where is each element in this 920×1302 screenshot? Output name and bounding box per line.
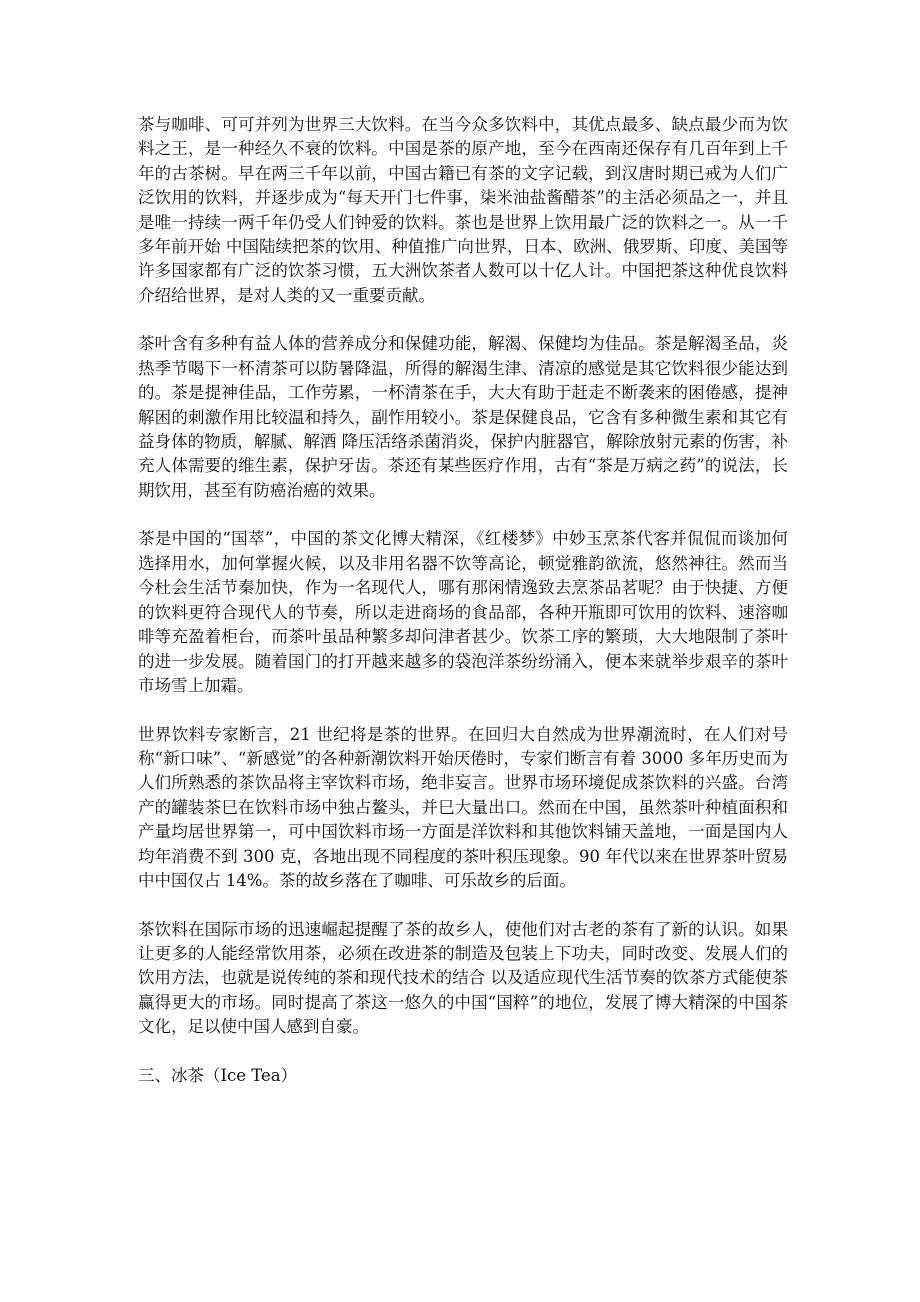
paragraph-tea-beverages: 茶饮料在国际市场的迅速崛起提醒了茶的故乡人，使他们对古老的茶有了新的认识。如果让更多的人能经常饮用茶，必须在改进茶的制造及包装上下功夫，同时改变、发展人们的饮用方法，也就是说传纯的茶和现代技术的结合 以及适应现代生活节奏的饮茶方式能使茶赢得更大的市场。同时提高了茶这一悠久的中国“国粹”的地位，发展了博大精深的中国茶文化，足以使中国人感到自豪。 — [138, 919, 788, 1037]
paragraph-intro: 茶与咖啡、可可并列为世界三大饮料。在当今众多饮料中，其优点最多、缺点最少而为饮料之王，是一种经久不衰的饮料。中国是茶的原产地，至今在西南还保存有几百年到上千年的古茶树。早在两三千年以前，中国古籍已有茶的文字记载，到汉唐时期已戒为人们广泛饮用的饮料，并逐步成为“每天开门七件事，柒米油盐酱醋茶”的主活必须品之一，并且是唯一持续一两千年仍受人们钟爱的饮料。茶也是世界上饮用最广泛的饮料之一。从一千多年前开始 中国陆续把茶的饮用、种值推广向世界，日本、欧洲、俄罗斯、印度、美国等许多国家都有广泛的饮茶习惯，五大洲饮茶者人数可以十亿人计。中国把茶这种优良饮料介绍给世界，是对人类的又一重要贡献。 — [138, 115, 788, 305]
paragraph-health-benefits: 茶叶含有多种有益人体的营养成分和保健功能，解渴、保健均为佳品。茶是解渴圣品，炎热季节喝下一杯清茶可以防暑降温，所得的解渴生津、清凉的感觉是其它饮料很少能达到的。茶是提神佳品，工作劳累，一杯清茶在手，大大有助于赶走不断袭来的困倦感，提神解困的刺激作用比较温和持久，副怍用较小。茶是保健良品，它含有多种微生素和其它有益身体的物质，解腻、解酒 降压活络杀菌消炎，保护内脏器官，解除放射元素的伤害，补充人体需要的维生素，保护牙齿。茶还有某些医疗作用，古有“茶是万病之药”的说法，长期饮用，甚至有防癌治癌的效果。 — [138, 334, 788, 500]
paragraph-tea-culture: 茶是中国的“国萃”，中国的茶文化博大精深，《红楼梦》中妙玉烹茶代客并侃侃而谈加何选择用水，加何掌握火候，以及非用名器不饮等高论，顿觉雅韵欲流，悠然神往。然而当今杜会生活节秦加快，作为一名现代人，哪有那闲情逸致去烹茶品茗呢？由于快捷、方便的饮料更符合现代人的节奏，所以走进商场的食品部，各种开瓶即可饮用的饮料、速溶咖啡等充盈着柜台，而茶叶虽品种繁多却问津者甚少。饮茶工序的繁琐，大大地限制了茶叶的进一步发展。随着国门的打开越来越多的袋泡洋茶纷纷涌入，便本来就举步艰辛的茶叶市场雪上加霜。 — [138, 529, 788, 695]
section-heading: 三、冰茶（Ice Tea） — [138, 1065, 298, 1085]
document-body — [138, 113, 788, 1088]
paragraph-market-outlook: 世界饮料专家断言，21 世纪将是茶的世界。在回归大自然成为世界潮流时，在人们对号称“新口味”、“新感觉”的各种新潮饮料开始厌倦时，专家们断言有着 3000 多年历史而为人们所熟悉的茶饮品将主宰饮料市场，绝非妄言。世界市场环境促成茶饮料的兴盛。台湾产的罐装茶巳在饮料市场中独占鳌头，并巳大量出口。然而在中国，虽然茶叶种植面积和产量均居世界第一，可中国饮料市场一方面是洋饮料和其他饮料铺天盖地，一面是国内人均年消费不到 300 克，各地出现不同程度的茶叶积压现象。90 年代以来在世界茶叶贸易中中国仅占 14%。茶的故乡落在了咖啡、可乐故乡的后面。 — [138, 724, 788, 890]
